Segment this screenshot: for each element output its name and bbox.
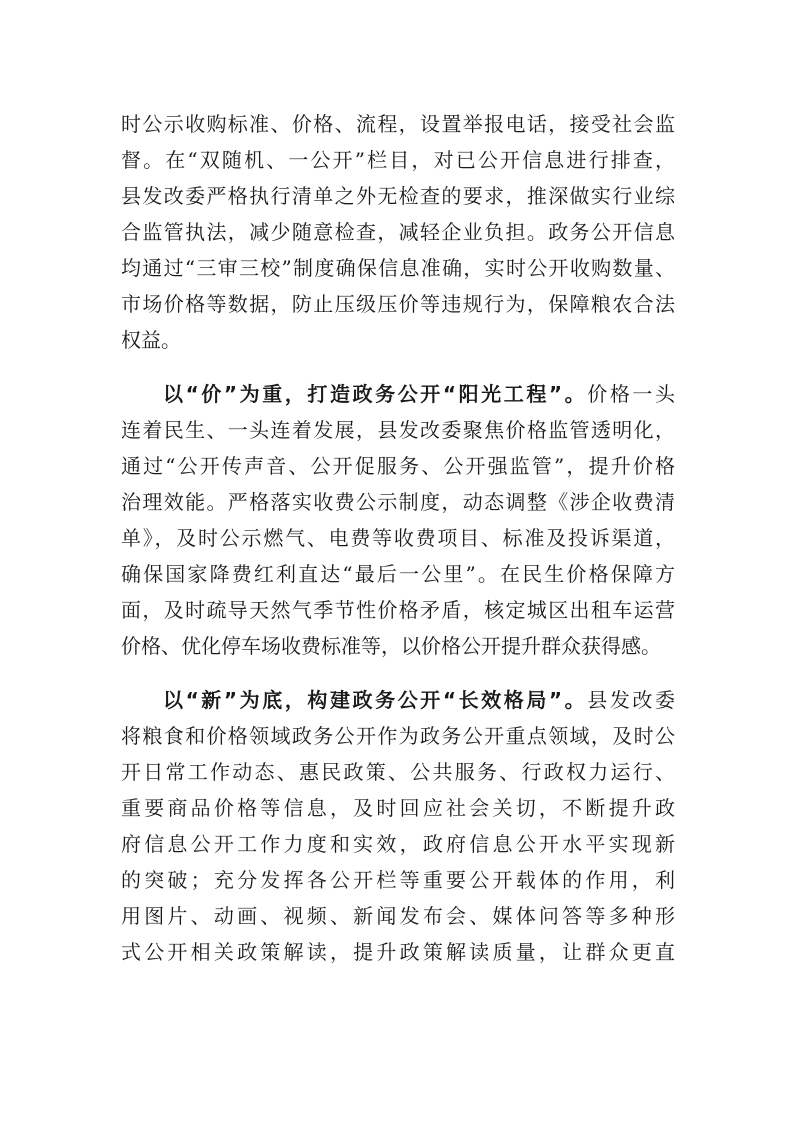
text-line: 均通过“三审三校”制度确保信息准确，实时公开收购数量、 xyxy=(121,256,675,280)
section-heading: 以“价”为重，打造政务公开“阳光工程”。 xyxy=(163,382,588,406)
text-line: 县发改委严格执行清单之外无检查的要求，推深做实行业综 xyxy=(121,184,675,208)
text-line: 价格、优化停车场收费标准等，以价格公开提升群众获得感。 xyxy=(121,634,661,658)
text-span: 价格一头 xyxy=(587,382,675,406)
text-line: 权益。 xyxy=(121,328,181,352)
text-line: 府信息公开工作力度和实效，政府信息公开水平实现新 xyxy=(121,832,675,856)
text-line: 市场价格等数据，防止压级压价等违规行为，保障粮农合法 xyxy=(121,292,675,316)
text-line: 治理效能。严格落实收费公示制度，动态调整《涉企收费清 xyxy=(121,490,675,514)
text-line: 督。在“双随机、一公开”栏目，对已公开信息进行排查， xyxy=(121,148,675,172)
paragraph-first-line xyxy=(163,682,675,718)
text-line: 时公示收购标准、价格、流程，设置举报电话，接受社会监 xyxy=(121,112,675,136)
text-line: 用图片、动画、视频、新闻发布会、媒体问答等多种形 xyxy=(121,904,675,928)
text-span: 县发改委 xyxy=(587,688,675,712)
text-line: 通过“公开传声音、公开促服务、公开强监管”，提升价格 xyxy=(121,454,675,478)
text-line: 连着民生、一头连着发展，县发改委聚焦价格监管透明化， xyxy=(121,418,675,442)
text-line: 确保国家降费红利直达“最后一公里”。在民生价格保障方 xyxy=(121,562,675,586)
text-line: 式公开相关政策解读，提升政策解读质量，让群众更直 xyxy=(121,940,675,964)
text-line: 单》，及时公示燃气、电费等收费项目、标准及投诉渠道， xyxy=(121,526,675,550)
text-line: 重要商品价格等信息，及时回应社会关切，不断提升政 xyxy=(121,796,675,820)
text-line: 的突破；充分发挥各公开栏等重要公开载体的作用，利 xyxy=(121,868,675,892)
text-line: 合监管执法，减少随意检查，减轻企业负担。政务公开信息 xyxy=(121,220,675,244)
text-line: 开日常工作动态、惠民政策、公共服务、行政权力运行、 xyxy=(121,760,675,784)
section-heading: 以“新”为底，构建政务公开“长效格局”。 xyxy=(163,688,588,712)
paragraph-first-line xyxy=(163,376,675,412)
text-line: 将粮食和价格领域政务公开作为政务公开重点领域，及时公 xyxy=(121,724,675,748)
text-line: 面，及时疏导天然气季节性价格矛盾，核定城区出租车运营 xyxy=(121,598,675,622)
